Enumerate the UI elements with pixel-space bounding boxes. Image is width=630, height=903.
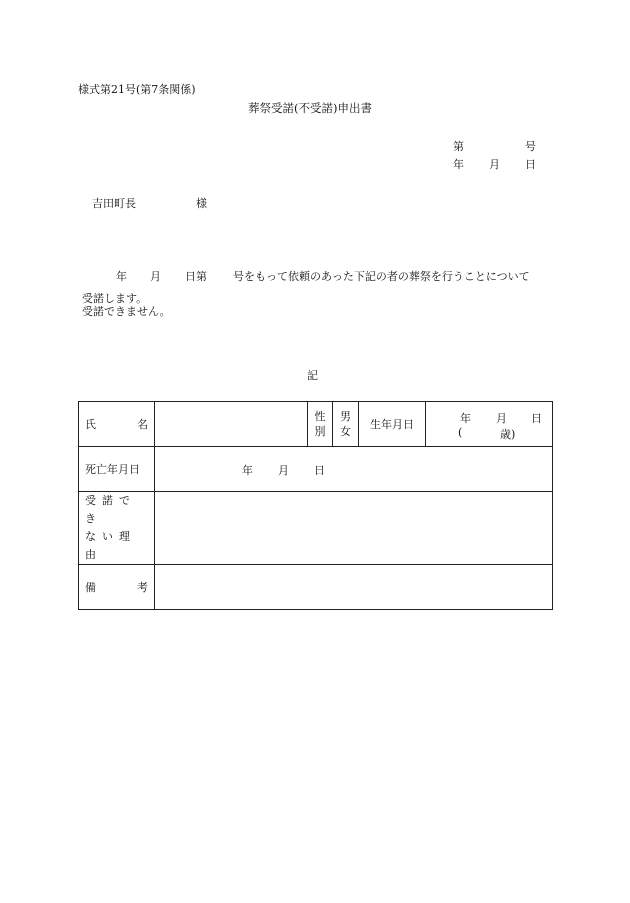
name-label: 氏 名 [85,418,148,431]
date-day: 日 [525,158,536,171]
death-month: 月 [278,464,289,477]
date-year: 年 [453,158,464,171]
addressee-honorific: 様 [196,197,207,210]
gender-male: 男 [340,410,351,423]
info-table [78,401,553,610]
row-remarks [79,565,553,610]
gender-label-cell [308,402,333,447]
date-month: 月 [489,158,500,171]
birth-year: 年 [460,412,471,425]
gender-options-cell[interactable] [333,402,359,447]
reason-label-1: 受諾でき [85,494,136,525]
name-label-cell [79,402,155,447]
death-label-cell [79,447,155,492]
remarks-label-cell [79,565,155,610]
name-value-cell[interactable] [155,402,308,447]
age-close: 歳) [500,428,516,441]
death-value-cell[interactable] [155,447,553,492]
birth-label-cell [359,402,426,447]
row-death [79,447,553,492]
gender-female: 女 [340,425,351,438]
option-accept: 受諾します。 [82,292,148,305]
birth-value-cell[interactable] [426,402,553,447]
death-year: 年 [242,464,253,477]
ki-heading: 記 [307,369,318,382]
doc-number-prefix: 第 [453,140,464,153]
birth-day: 日 [531,412,542,425]
document-title: 葬祭受諾(不受諾)申出書 [248,101,372,115]
body-text: 号をもって依頼のあった下記の者の葬祭を行うことについて [233,270,530,283]
remarks-label: 備 考 [85,581,148,594]
body-day: 日第 [185,270,207,283]
birth-label: 生年月日 [370,418,414,431]
form-number: 様式第21号(第7条関係) [78,83,196,96]
body-month: 月 [150,270,161,283]
row-reason [79,492,553,565]
reason-label-cell [79,492,155,565]
gender-label-2: 別 [314,425,326,438]
gender-label-1: 性 [314,410,326,423]
doc-number-suffix: 号 [525,140,536,153]
addressee-name: 吉田町長 [92,197,136,210]
remarks-value-cell[interactable] [155,565,553,610]
reason-label-2: ない理由 [85,530,136,561]
row-name [79,402,553,447]
age-open: ( [458,426,463,439]
reason-value-cell[interactable] [155,492,553,565]
birth-month: 月 [496,412,507,425]
option-decline: 受諾できません。 [82,305,171,318]
death-day: 日 [314,464,325,477]
death-label: 死亡年月日 [85,463,140,476]
body-year: 年 [116,270,127,283]
